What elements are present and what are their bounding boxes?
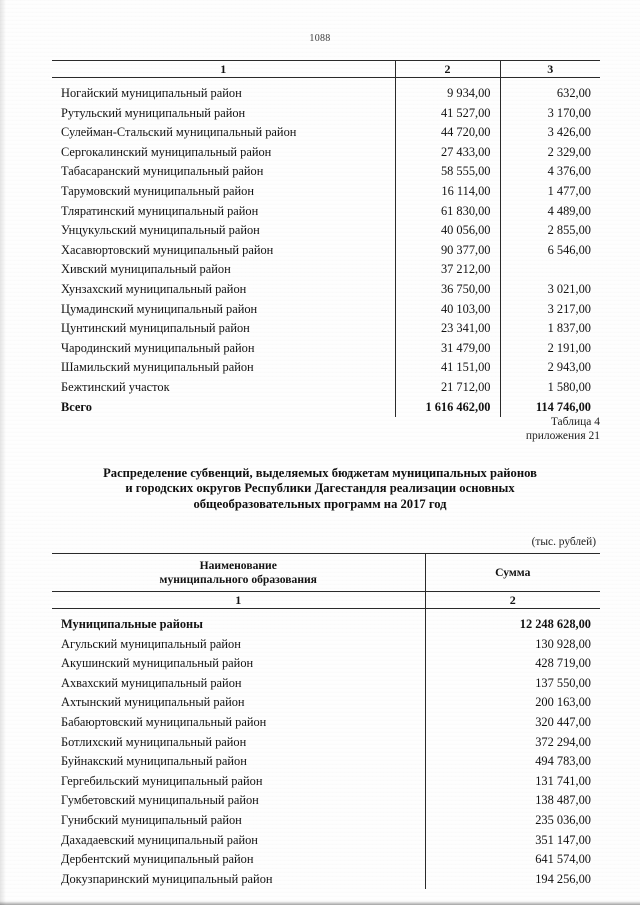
row-municipality-name: Бабаюртовский муниципальный район: [61, 714, 267, 729]
row-value-column-3: 3 217,00: [500, 300, 600, 320]
column-number-1-bottom: 1: [52, 592, 425, 609]
row-municipality-name: Хасавюртовский муниципальный район: [61, 242, 274, 257]
column-number-1: 1: [52, 61, 395, 78]
row-municipality-name: Чародинский муниципальный район: [61, 340, 255, 355]
row-value-column-2: 27 433,00: [395, 143, 500, 163]
table-bottom-body: [52, 554, 600, 890]
table-row: [52, 615, 600, 635]
row-value-column-3: 114 746,00: [500, 398, 600, 418]
row-value-sum: 137 550,00: [425, 674, 600, 694]
table-row: [52, 693, 600, 713]
row-value-column-2: 41 151,00: [395, 358, 500, 378]
table-row: [52, 870, 600, 890]
row-value-sum: 494 783,00: [425, 752, 600, 772]
table-row: [52, 123, 600, 143]
table-row: [52, 143, 600, 163]
column-number-row: [52, 61, 600, 78]
table-row: [52, 182, 600, 202]
header-name-line-1: Наименование: [199, 559, 277, 572]
row-municipality-name: Шамильский муниципальный район: [61, 360, 254, 375]
row-value-column-3: 4 489,00: [500, 202, 600, 222]
row-value-sum: 428 719,00: [425, 654, 600, 674]
column-number-2: 2: [395, 61, 500, 78]
row-municipality-name: Цунтинский муниципальный район: [61, 321, 250, 336]
table-row: [52, 280, 600, 300]
row-value-column-2: 90 377,00: [395, 241, 500, 261]
row-value-column-2: 21 712,00: [395, 378, 500, 398]
row-municipality-name: Дербентский муниципальный район: [61, 852, 254, 867]
row-value-column-2: 40 056,00: [395, 221, 500, 241]
table-row: [52, 339, 600, 359]
row-value-column-2: 31 479,00: [395, 339, 500, 359]
header-cell-sum: Сумма: [425, 554, 600, 592]
row-value-column-2: 44 720,00: [395, 123, 500, 143]
row-value-column-2: 61 830,00: [395, 202, 500, 222]
row-municipality-name: Хивский муниципальный район: [61, 262, 231, 277]
table-row: [52, 398, 600, 418]
row-municipality-name: Сергокалинский муниципальный район: [61, 144, 272, 159]
subventions-table-continued: [52, 60, 600, 417]
row-municipality-name: Всего: [61, 399, 92, 414]
row-municipality-name: Ногайский муниципальный район: [61, 86, 242, 100]
units-note: (тыс. рублей): [531, 536, 596, 548]
row-municipality-name: Цумадинский муниципальный район: [61, 301, 258, 316]
table-row: [52, 358, 600, 378]
table-row: [52, 241, 600, 261]
row-value-column-3: 1 477,00: [500, 182, 600, 202]
row-value-column-3: 3 426,00: [500, 123, 600, 143]
row-municipality-name: Акушинский муниципальный район: [61, 656, 254, 671]
table-row: [52, 752, 600, 772]
table-row: [52, 104, 600, 124]
row-municipality-name: Тарумовский муниципальный район: [61, 183, 254, 198]
row-value-column-2: 1 616 462,00: [395, 398, 500, 418]
subventions-table-2017: [52, 553, 600, 889]
row-value-column-3: 2 329,00: [500, 143, 600, 163]
page-title: [55, 466, 585, 512]
row-value-sum: 130 928,00: [425, 635, 600, 655]
row-value-sum: 641 574,00: [425, 850, 600, 870]
row-value-column-3: 1 837,00: [500, 319, 600, 339]
caption-line-appendix-number: приложения 21: [525, 430, 600, 442]
column-number-3: 3: [500, 61, 600, 78]
row-municipality-name: Сулейман-Стальский муниципальный район: [61, 125, 297, 140]
row-value-column-2: 36 750,00: [395, 280, 500, 300]
scan-edge-shadow-left: [0, 0, 6, 905]
row-municipality-name: Дахадаевский муниципальный район: [61, 832, 258, 847]
caption-line-table-number: Таблица 4: [550, 416, 600, 428]
row-value-column-2: 41 527,00: [395, 104, 500, 124]
row-value-sum: 320 447,00: [425, 713, 600, 733]
row-value-sum: 372 294,00: [425, 733, 600, 753]
scan-edge-shadow-bottom: [0, 901, 640, 905]
row-value-sum: 12 248 628,00: [425, 615, 600, 635]
row-value-sum: 235 036,00: [425, 811, 600, 831]
row-municipality-name: Гумбетовский муниципальный район: [61, 793, 259, 808]
row-municipality-name: Рутульский муниципальный район: [61, 105, 246, 120]
table-caption: [526, 415, 600, 443]
row-municipality-name: Гергебильский муниципальный район: [61, 773, 263, 788]
row-municipality-name: Ахтынский муниципальный район: [61, 695, 245, 710]
page-number: 1088: [309, 33, 331, 44]
table-row: [52, 811, 600, 831]
table-row: [52, 831, 600, 851]
table-row: [52, 850, 600, 870]
row-value-column-3: 3 170,00: [500, 104, 600, 124]
row-value-sum: 351 147,00: [425, 831, 600, 851]
table-row: [52, 791, 600, 811]
row-value-column-2: 9 934,00: [395, 84, 500, 104]
header-name-line-2: муниципального образования: [159, 572, 317, 586]
row-municipality-name: Ахвахский муниципальный район: [61, 675, 242, 690]
row-municipality-name: Табасаранский муниципальный район: [61, 164, 264, 179]
row-value-column-3: 4 376,00: [500, 162, 600, 182]
title-line-2: и городских округов Республики Дагестандля реализации основных: [125, 481, 515, 496]
row-value-column-3: 632,00: [500, 84, 600, 104]
row-municipality-name: Гунибский муниципальный район: [61, 812, 242, 827]
row-value-sum: 200 163,00: [425, 693, 600, 713]
column-number-row-bottom: [52, 592, 600, 609]
table-row: [52, 319, 600, 339]
row-value-column-3: 3 021,00: [500, 280, 600, 300]
row-value-column-3: 2 191,00: [500, 339, 600, 359]
table-row: [52, 260, 600, 280]
row-value-column-2: 23 341,00: [395, 319, 500, 339]
row-value-column-3: 2 855,00: [500, 221, 600, 241]
column-number-2-bottom: 2: [425, 592, 600, 609]
row-municipality-name: Хунзахский муниципальный район: [61, 281, 247, 296]
table-row: [52, 378, 600, 398]
row-municipality-name: Бежтинский участок: [61, 379, 170, 394]
row-municipality-name: Муниципальные районы: [61, 617, 203, 631]
table-row: [52, 300, 600, 320]
row-value-column-3: 1 580,00: [500, 378, 600, 398]
row-value-sum: 194 256,00: [425, 870, 600, 890]
table-bottom-header-row: [52, 554, 600, 592]
row-municipality-name: Унцукульский муниципальный район: [61, 223, 260, 238]
header-cell-name: [52, 554, 425, 592]
table-row: [52, 202, 600, 222]
table-row: [52, 733, 600, 753]
title-line-3: общеобразовательных программ на 2017 год: [193, 496, 447, 511]
row-value-column-3: 2 943,00: [500, 358, 600, 378]
table-row: [52, 772, 600, 792]
table-row: [52, 654, 600, 674]
table-top-body: [52, 61, 600, 418]
table-row: [52, 674, 600, 694]
row-value-column-2: 16 114,00: [395, 182, 500, 202]
table-row: [52, 221, 600, 241]
row-value-column-2: 58 555,00: [395, 162, 500, 182]
row-municipality-name: Агульский муниципальный район: [61, 636, 241, 651]
row-value-column-2: 40 103,00: [395, 300, 500, 320]
table-row: [52, 84, 600, 104]
table-row: [52, 635, 600, 655]
row-value-sum: 131 741,00: [425, 772, 600, 792]
table-row: [52, 162, 600, 182]
row-municipality-name: Ботлихский муниципальный район: [61, 734, 247, 749]
row-value-sum: 138 487,00: [425, 791, 600, 811]
title-line-1: Распределение субвенций, выделяемых бюджетам муниципальных районов: [103, 466, 537, 480]
row-value-column-3: 6 546,00: [500, 241, 600, 261]
row-value-column-2: 37 212,00: [395, 260, 500, 280]
row-municipality-name: Буйнакский муниципальный район: [61, 754, 247, 769]
row-municipality-name: Докузпаринский муниципальный район: [61, 871, 273, 886]
row-municipality-name: Тляратинский муниципальный район: [61, 203, 259, 218]
table-row: [52, 713, 600, 733]
row-value-column-3: [500, 260, 600, 280]
